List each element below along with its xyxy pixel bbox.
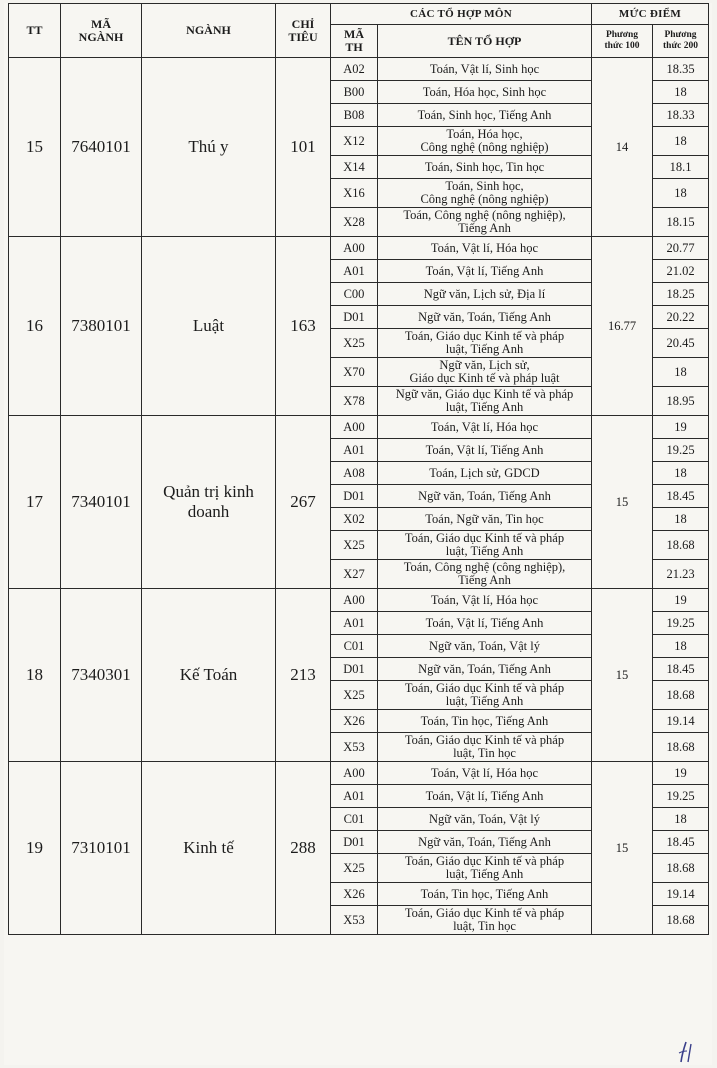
score-method-200: 18.68 (653, 681, 709, 710)
score-method-200: 19 (653, 762, 709, 785)
initial-mark-icon (672, 1041, 694, 1063)
combo-code: X25 (331, 531, 378, 560)
row-number: 18 (9, 589, 61, 762)
combo-code: C01 (331, 808, 378, 831)
combo-code: X02 (331, 508, 378, 531)
combo-code: C00 (331, 283, 378, 306)
row-number: 17 (9, 416, 61, 589)
score-method-200: 18.68 (653, 906, 709, 935)
score-method-100: 14 (592, 58, 653, 237)
score-method-200: 18.1 (653, 156, 709, 179)
score-method-200: 18.25 (653, 283, 709, 306)
combo-code: X28 (331, 208, 378, 237)
combo-name: Toán, Giáo dục Kinh tế và pháp luật, Tin học (378, 733, 592, 762)
combo-name: Toán, Hóa học, Công nghệ (nông nghiệp) (378, 127, 592, 156)
combo-code: X25 (331, 854, 378, 883)
combo-name: Toán, Giáo dục Kinh tế và pháp luật, Tiếng Anh (378, 681, 592, 710)
combo-code: D01 (331, 306, 378, 329)
combo-code: A00 (331, 237, 378, 260)
combo-code: X70 (331, 358, 378, 387)
header-combo-name: TÊN TỔ HỢP (378, 25, 592, 58)
score-method-200: 20.45 (653, 329, 709, 358)
score-method-200: 18 (653, 358, 709, 387)
header-quota: CHỈ TIÊU (276, 4, 331, 58)
combo-code: X26 (331, 883, 378, 906)
major-code: 7340301 (61, 589, 142, 762)
document-page (4, 3, 712, 1065)
major-name: Luật (142, 237, 276, 416)
score-method-200: 19.14 (653, 883, 709, 906)
table-row (9, 762, 709, 785)
major-quota: 267 (276, 416, 331, 589)
row-number: 19 (9, 762, 61, 935)
score-method-200: 20.22 (653, 306, 709, 329)
score-method-200: 18.15 (653, 208, 709, 237)
score-method-200: 19.25 (653, 785, 709, 808)
header-method-200: Phương thức 200 (653, 25, 709, 58)
combo-code: A02 (331, 58, 378, 81)
score-method-200: 18.35 (653, 58, 709, 81)
combo-name: Ngữ văn, Lịch sử, Giáo dục Kinh tế và pháp luật (378, 358, 592, 387)
major-name: Kế Toán (142, 589, 276, 762)
combo-name: Toán, Vật lí, Sinh học (378, 58, 592, 81)
combo-name: Ngữ văn, Toán, Vật lý (378, 635, 592, 658)
combo-name: Toán, Giáo dục Kinh tế và pháp luật, Tiếng Anh (378, 854, 592, 883)
combo-name: Ngữ văn, Lịch sử, Địa lí (378, 283, 592, 306)
combo-name: Toán, Giáo dục Kinh tế và pháp luật, Tiếng Anh (378, 531, 592, 560)
score-method-200: 18 (653, 179, 709, 208)
row-number: 15 (9, 58, 61, 237)
score-method-200: 18 (653, 127, 709, 156)
combo-code: X25 (331, 681, 378, 710)
score-method-200: 19 (653, 589, 709, 612)
combo-code: A00 (331, 416, 378, 439)
score-method-200: 18.45 (653, 485, 709, 508)
combo-code: A01 (331, 612, 378, 635)
combo-code: A08 (331, 462, 378, 485)
combo-name: Toán, Lịch sử, GDCD (378, 462, 592, 485)
major-code: 7310101 (61, 762, 142, 935)
major-code: 7640101 (61, 58, 142, 237)
score-method-200: 18.45 (653, 658, 709, 681)
score-method-100: 15 (592, 416, 653, 589)
score-method-200: 18.45 (653, 831, 709, 854)
combo-code: X16 (331, 179, 378, 208)
score-method-200: 18.95 (653, 387, 709, 416)
major-quota: 288 (276, 762, 331, 935)
combo-name: Toán, Vật lí, Tiếng Anh (378, 785, 592, 808)
header-major: NGÀNH (142, 4, 276, 58)
combo-code: B08 (331, 104, 378, 127)
score-method-200: 18 (653, 462, 709, 485)
score-method-100: 15 (592, 589, 653, 762)
score-method-100: 15 (592, 762, 653, 935)
combo-name: Toán, Ngữ văn, Tin học (378, 508, 592, 531)
combo-name: Ngữ văn, Toán, Tiếng Anh (378, 306, 592, 329)
score-method-100: 16.77 (592, 237, 653, 416)
score-method-200: 18.68 (653, 733, 709, 762)
combo-name: Toán, Tin học, Tiếng Anh (378, 883, 592, 906)
header-tt: TT (9, 4, 61, 58)
major-quota: 163 (276, 237, 331, 416)
combo-name: Toán, Vật lí, Tiếng Anh (378, 260, 592, 283)
combo-name: Toán, Công nghệ (nông nghiệp), Tiếng Anh (378, 208, 592, 237)
combo-code: D01 (331, 658, 378, 681)
major-quota: 101 (276, 58, 331, 237)
combo-name: Toán, Vật lí, Hóa học (378, 416, 592, 439)
combo-name: Ngữ văn, Toán, Tiếng Anh (378, 658, 592, 681)
combo-code: X26 (331, 710, 378, 733)
header-combo-code: MÃ TH (331, 25, 378, 58)
combo-name: Ngữ văn, Toán, Tiếng Anh (378, 831, 592, 854)
combo-code: X14 (331, 156, 378, 179)
combo-code: X27 (331, 560, 378, 589)
combo-name: Toán, Vật lí, Tiếng Anh (378, 439, 592, 462)
combo-name: Toán, Sinh học, Tiếng Anh (378, 104, 592, 127)
score-method-200: 18.68 (653, 854, 709, 883)
major-name: Kinh tế (142, 762, 276, 935)
header-score-group: MỨC ĐIỂM (592, 4, 709, 25)
score-method-200: 18.33 (653, 104, 709, 127)
score-method-200: 21.02 (653, 260, 709, 283)
combo-code: X12 (331, 127, 378, 156)
combo-code: B00 (331, 81, 378, 104)
combo-name: Toán, Tin học, Tiếng Anh (378, 710, 592, 733)
table-row (9, 416, 709, 439)
score-method-200: 19.25 (653, 612, 709, 635)
admission-score-table (8, 3, 709, 935)
combo-name: Ngữ văn, Toán, Tiếng Anh (378, 485, 592, 508)
score-method-200: 18.68 (653, 531, 709, 560)
table-row (9, 589, 709, 612)
combo-code: A01 (331, 439, 378, 462)
score-method-200: 18 (653, 508, 709, 531)
score-method-200: 20.77 (653, 237, 709, 260)
header-major-code: MÃ NGÀNH (61, 4, 142, 58)
combo-name: Toán, Sinh học, Công nghệ (nông nghiệp) (378, 179, 592, 208)
combo-name: Toán, Giáo dục Kinh tế và pháp luật, Tin học (378, 906, 592, 935)
combo-name: Toán, Sinh học, Tin học (378, 156, 592, 179)
score-method-200: 18 (653, 81, 709, 104)
combo-name: Toán, Vật lí, Hóa học (378, 237, 592, 260)
combo-code: D01 (331, 831, 378, 854)
combo-code: X53 (331, 733, 378, 762)
table-row (9, 58, 709, 81)
major-name: Thú y (142, 58, 276, 237)
score-method-200: 19.14 (653, 710, 709, 733)
header-combo-group: CÁC TỔ HỢP MÔN (331, 4, 592, 25)
score-method-200: 21.23 (653, 560, 709, 589)
combo-code: D01 (331, 485, 378, 508)
score-method-200: 19 (653, 416, 709, 439)
major-quota: 213 (276, 589, 331, 762)
combo-name: Ngữ văn, Giáo dục Kinh tế và pháp luật, Tiếng Anh (378, 387, 592, 416)
combo-name: Toán, Công nghệ (công nghiệp), Tiếng Anh (378, 560, 592, 589)
table-row (9, 237, 709, 260)
score-method-200: 18 (653, 808, 709, 831)
combo-code: X53 (331, 906, 378, 935)
row-number: 16 (9, 237, 61, 416)
combo-code: A00 (331, 762, 378, 785)
score-method-200: 19.25 (653, 439, 709, 462)
combo-name: Toán, Giáo dục Kinh tế và pháp luật, Tiếng Anh (378, 329, 592, 358)
header-method-100: Phương thức 100 (592, 25, 653, 58)
major-code: 7380101 (61, 237, 142, 416)
table-header (9, 4, 709, 58)
table-body (9, 58, 709, 935)
combo-code: X78 (331, 387, 378, 416)
combo-name: Toán, Vật lí, Hóa học (378, 589, 592, 612)
combo-code: X25 (331, 329, 378, 358)
major-name: Quản trị kinh doanh (142, 416, 276, 589)
combo-name: Toán, Vật lí, Hóa học (378, 762, 592, 785)
combo-code: A01 (331, 260, 378, 283)
combo-name: Toán, Vật lí, Tiếng Anh (378, 612, 592, 635)
combo-name: Toán, Hóa học, Sinh học (378, 81, 592, 104)
combo-code: A01 (331, 785, 378, 808)
combo-name: Ngữ văn, Toán, Vật lý (378, 808, 592, 831)
combo-code: C01 (331, 635, 378, 658)
major-code: 7340101 (61, 416, 142, 589)
combo-code: A00 (331, 589, 378, 612)
score-method-200: 18 (653, 635, 709, 658)
